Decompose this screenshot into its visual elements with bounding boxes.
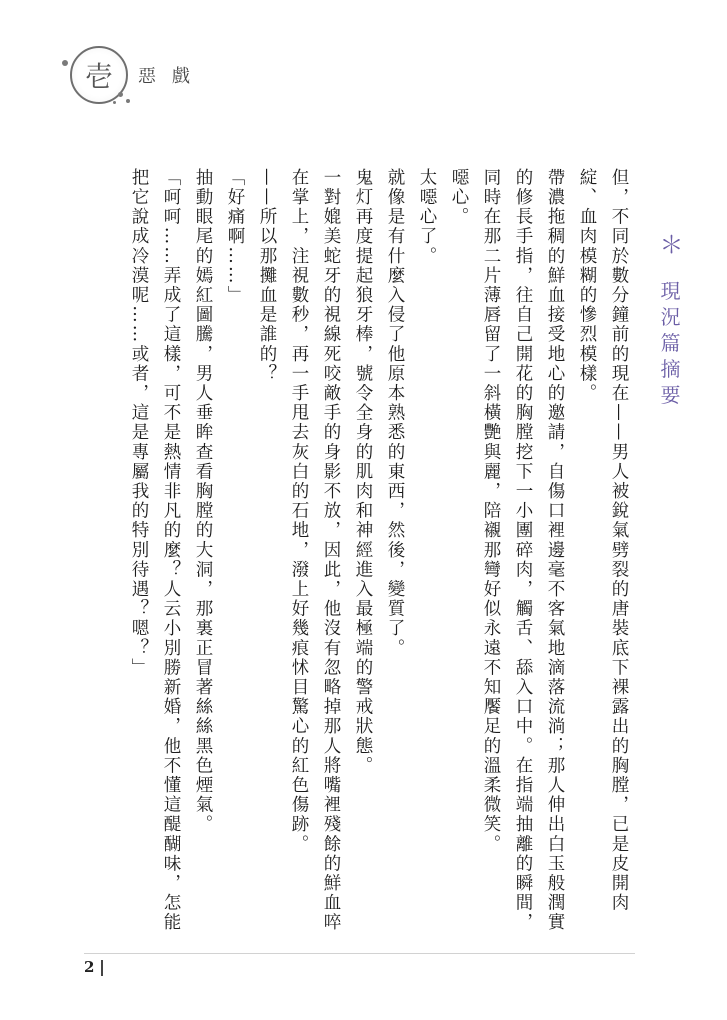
footer-divider — [84, 953, 635, 954]
ink-dot-decoration — [62, 60, 68, 66]
ink-dot-decoration — [118, 92, 123, 97]
vertical-body-text — [123, 168, 635, 948]
paragraph: 一對媲美蛇牙的視線死咬敵手的身影不放，因此，他沒有忽略掉那人將嘴裡殘餘的鮮血啐在掌上，注視數秒，再一手甩去灰白的石地，潑上好幾痕怵目驚心的紅色傷跡。 — [289, 168, 341, 933]
chapter-title: 惡戲 — [138, 66, 206, 87]
paragraph: 但，不同於數分鐘前的現在——男人被銳氣劈裂的唐裝底下裸露出的胸膛，已是皮開肉綻、血肉模糊的慘烈模樣。 — [577, 168, 629, 913]
page-number: 2 — [84, 958, 95, 976]
paragraph: 鬼灯再度提起狼牙棒，號令全身的肌肉和神經進入最極端的警戒狀態。 — [353, 168, 373, 776]
section-heading — [652, 232, 687, 410]
ink-dot-decoration — [113, 101, 116, 104]
paragraph: 「好痛啊……」 — [225, 168, 245, 306]
paragraph: 「呵呵……弄成了這樣，可不是熱情非凡的麼？人云小別勝新婚，他不懂這醍醐味，怎能把它說成冷漠呢……或者，這是專屬我的特別待遇？嗯？」 — [129, 168, 181, 933]
paragraph: 帶濃拖稠的鮮血接受地心的邀請，自傷口裡邊毫不客氣地滴落流淌；那人伸出白玉般潤實的修長手指，往自己開花的胸膛挖下一小團碎肉，觸舌、舔入口中。在指端抽離的瞬間，同時在那二片薄唇留了一斜橫艷與麗，陪襯那彎好似永遠不知饜足的溫柔微笑。 — [481, 168, 565, 933]
paragraph: 噁心。 — [449, 168, 469, 227]
paragraph: 太噁心了。 — [417, 168, 437, 266]
section-title: 現況篇摘要 — [657, 280, 681, 411]
star-icon: ＊ — [655, 232, 683, 262]
page-number-bar — [101, 960, 103, 976]
paragraph: 就像是有什麼入侵了他原本熟悉的東西，然後，變質了。 — [385, 168, 405, 658]
emblem-character: 壱 — [84, 60, 113, 93]
ink-dot-decoration — [126, 99, 130, 103]
paragraph: ——所以那攤血是誰的？ — [257, 168, 277, 384]
paragraph: 抽動眼尾的嫣紅圖騰，男人垂眸查看胸膛的大洞，那裏正冒著絲絲黑色煙氣。 — [193, 168, 213, 835]
